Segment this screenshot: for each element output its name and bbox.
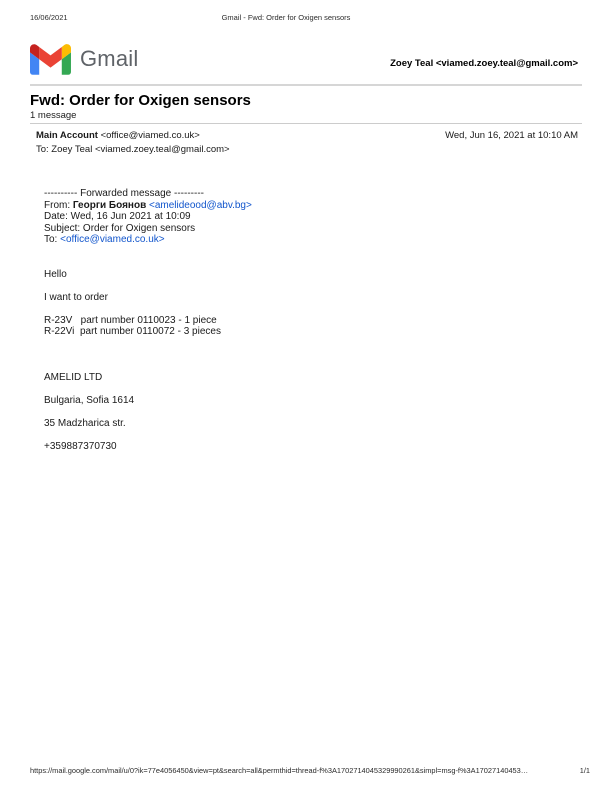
body-line: [44, 384, 582, 396]
message-from: [36, 130, 200, 141]
thread-subject: Fwd: Order for Oxigen sensors: [30, 92, 251, 109]
message-date: Wed, Jun 16, 2021 at 10:10 AM: [445, 130, 578, 141]
print-page-number: 1/1: [579, 766, 590, 775]
body-line: [44, 338, 582, 350]
body-line: Bulgaria, Sofia 1614: [44, 395, 135, 406]
message-count: 1 message: [30, 110, 77, 121]
sender-name: Main Account: [36, 130, 98, 141]
forwarded-from-label: From:: [44, 199, 73, 211]
body-line: [44, 407, 582, 419]
forwarded-from-line: [44, 200, 582, 212]
subject-divider: [30, 123, 582, 124]
body-line: [44, 246, 582, 258]
forwarded-date-line: Date: Wed, 16 Jun 2021 at 10:09: [44, 211, 191, 222]
header-divider: [30, 84, 582, 86]
body-line: I want to order: [44, 291, 108, 303]
email-body: [44, 188, 582, 453]
forwarded-to-label: To:: [44, 234, 61, 245]
account-owner: Zoey Teal <viamed.zoey.teal@gmail.com>: [390, 58, 578, 69]
print-footer: [30, 766, 590, 776]
body-line: [44, 280, 582, 292]
body-line: [44, 361, 582, 373]
message-header: [36, 130, 578, 155]
body-line: R-23V part number 0110023 - 1 piece: [44, 314, 217, 326]
body-line: [44, 257, 582, 269]
forwarded-sender-name: Георги Боянов: [72, 199, 147, 211]
logo-chevron: [39, 46, 62, 67]
gmail-m-logo-icon: [30, 44, 71, 75]
body-line: 35 Madzharica str.: [44, 418, 126, 429]
print-header: [30, 13, 582, 23]
forwarded-sender-email-link[interactable]: <amelideood@abv.bg>: [146, 199, 252, 211]
print-date: 16/06/2021: [30, 13, 68, 22]
print-title: Gmail - Fwd: Order for Oxigen sensors: [221, 13, 351, 22]
print-source-url: https://mail.google.com/mail/u/0?ik=77e4056450&view=pt&search=all&permthid=thread-f%3A1702714045329990261&simpl=msg-f%3A17027140453…: [30, 766, 529, 775]
gmail-wordmark: Gmail: [80, 46, 139, 71]
body-line: [44, 349, 582, 361]
body-line: [44, 430, 582, 442]
forwarded-to-email-link[interactable]: <office@viamed.co.uk>: [60, 234, 165, 245]
body-line: R-22Vi part number 0110072 - 3 pieces: [44, 326, 221, 337]
forwarded-subject-line: Subject: Order for Oxigen sensors: [44, 222, 196, 234]
body-line: AMELID LTD: [44, 372, 103, 383]
body-line: [44, 303, 582, 315]
forwarded-divider: ---------- Forwarded message ---------: [44, 188, 204, 199]
message-header-row: [36, 130, 578, 141]
gmail-header: [30, 42, 578, 76]
sender-email: <office@viamed.co.uk>: [97, 130, 200, 141]
body-line: Hello: [44, 268, 67, 280]
forwarded-to-line: [44, 234, 582, 246]
body-line: +359887370730: [44, 441, 117, 452]
message-to: To: Zoey Teal <viamed.zoey.teal@gmail.com>: [36, 143, 230, 155]
